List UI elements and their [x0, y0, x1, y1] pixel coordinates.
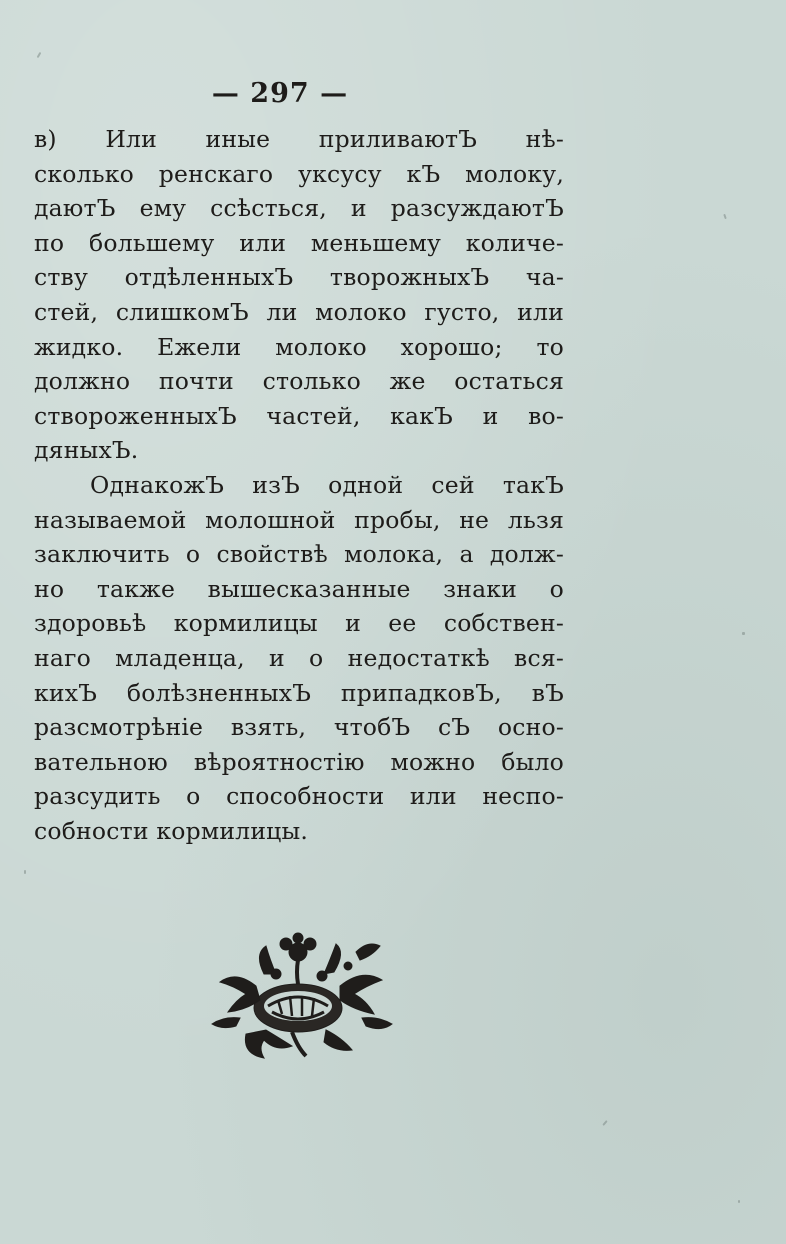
text-line: заключить о свойствѣ молока, а долж-: [34, 540, 564, 569]
paper-speck: [742, 632, 745, 635]
paragraph-2: [34, 468, 564, 849]
text-line: жидко. Ежели молоко хорошо; то: [34, 332, 564, 361]
paragraph-1: [34, 122, 564, 468]
paper-speck: [723, 214, 727, 219]
text-line: здоровьѣ кормилицы и ее собствен-: [34, 609, 564, 638]
text-line: кихЪ болѣзненныхЪ припадковЪ, вЪ: [34, 678, 564, 707]
text-line: стей, слишкомЪ ли молоко густо, или: [34, 297, 564, 326]
paper-speck: [738, 1200, 740, 1203]
text-line: ству отдѣленныхЪ творожныхЪ ча-: [34, 263, 564, 292]
text-line: собности кормилицы.: [34, 816, 309, 845]
text-line: называемой молошной пробы, не льзя: [34, 505, 564, 534]
text-line: сколько ренскаго уксусу кЪ молоку,: [34, 159, 564, 188]
text-line: по большему или меньшему количе-: [34, 228, 564, 257]
text-line: разсмотрѣніе взять, чтобЪ сЪ осно-: [34, 713, 564, 742]
text-line: наго младенца, и о недостаткѣ вся-: [34, 643, 564, 672]
text-line: ОднакожЪ изЪ одной сей такЪ: [90, 470, 564, 499]
floral-vignette-icon: [206, 930, 396, 1070]
paper-speck: [37, 52, 42, 58]
text-line: но также вышесказанные знаки о: [34, 574, 564, 603]
paper-speck: [24, 870, 26, 874]
text-line: даютЪ ему ссѣсться, и разсуждаютЪ: [34, 194, 564, 223]
text-line: дяныхЪ.: [34, 436, 139, 465]
text-line: в) Или иные приливаютЪ нѣ-: [34, 125, 564, 153]
text-line: разсудить о способности или неспо-: [34, 782, 564, 811]
paper-speck: [602, 1120, 607, 1126]
text-line: створоженныхЪ частей, какЪ и во-: [34, 401, 564, 430]
page-number: — 297 —: [211, 78, 349, 109]
text-line: должно почти столько же остаться: [34, 367, 564, 396]
text-line: вательною вѣроятностію можно было: [34, 747, 564, 776]
body-text: [34, 122, 564, 848]
